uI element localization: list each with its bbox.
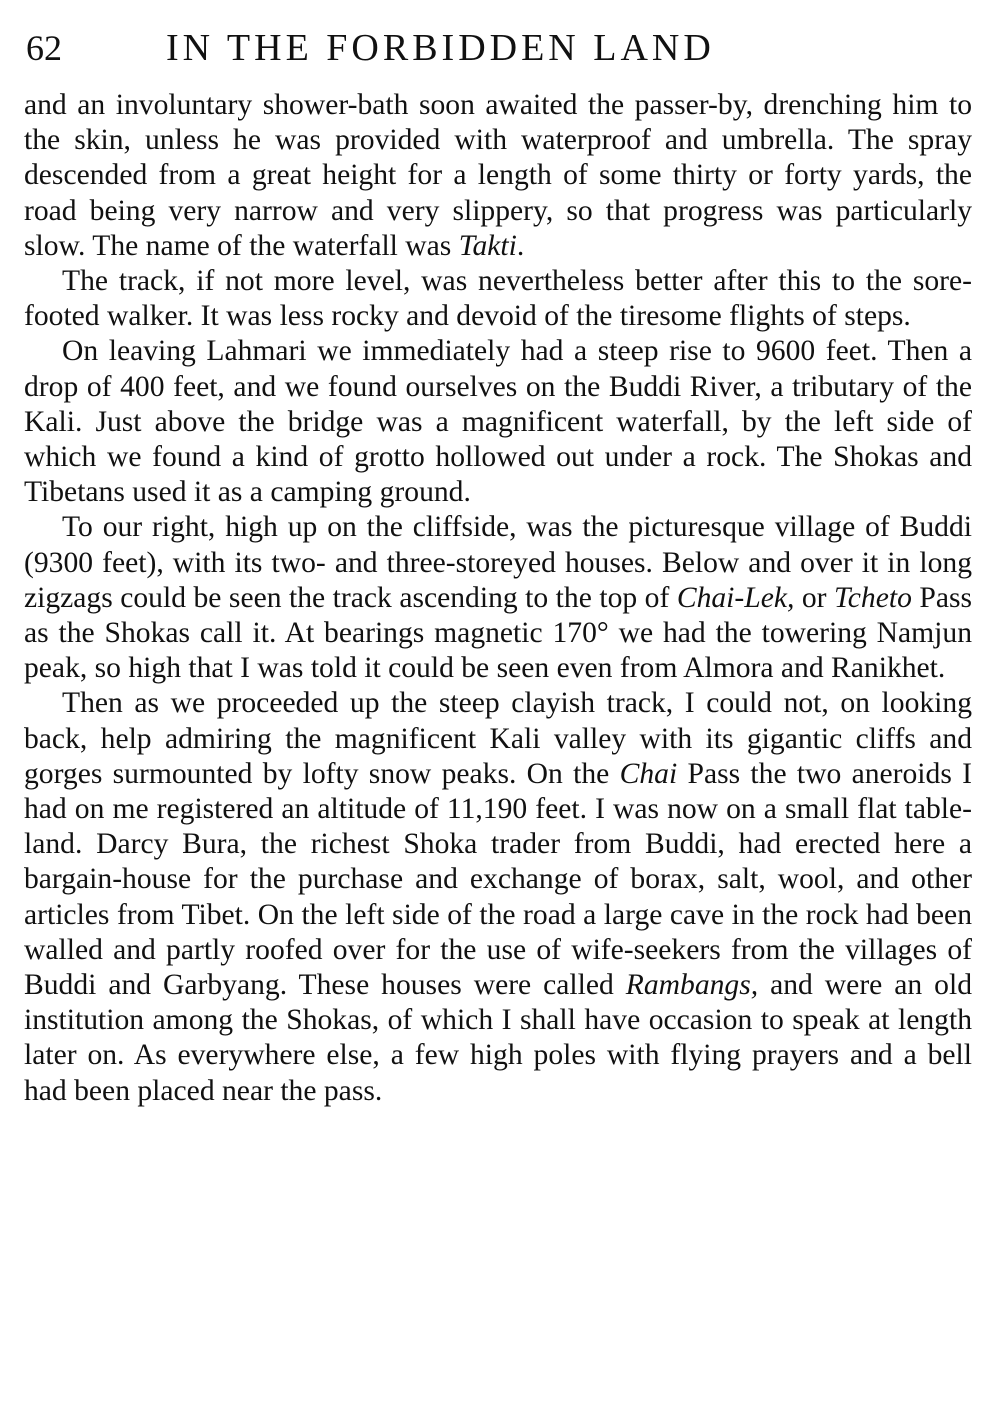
paragraph-text: and were an old institution among the Shokas, of which I shall have occasion to speak at length later on. As everywhere else, a few high poles with flying prayers and a bell had been placed near the pass. <box>24 969 972 1107</box>
italic-place-name: Tcheto <box>834 581 912 614</box>
paragraph <box>24 686 972 1108</box>
page-body <box>24 88 972 1109</box>
page-header <box>26 26 976 74</box>
paragraph <box>24 88 972 264</box>
paragraph-text: The track, if not more level, was nevertheless better after this to the sore-footed walker. It was less rocky and devoid of the tiresome flights of steps. <box>24 265 972 333</box>
paragraph <box>24 334 972 510</box>
paragraph-text: On leaving Lahmari we immediately had a steep rise to 9600 feet. Then a drop of 400 feet, and we found ourselves on the Buddi River, a tributary of the Kali. Just above the bridge was a magnificent waterfall, by the left side of which we found a kind of grotto hollowed out under a rock. The Shokas and Tibetans used it as a camping ground. <box>24 335 972 509</box>
paragraph-text: or <box>794 581 835 614</box>
paragraph-text: . <box>516 229 525 262</box>
paragraph-text: Then as we proceeded up the steep clayish track, I could not, on looking back, help admiring the magnificent Kali valley with its gigantic cliffs and gorges surmounted by lofty snow peaks. On the <box>24 687 972 790</box>
italic-place-name: Chai <box>619 757 678 790</box>
paragraph-text: Pass the two aneroids I had on me registered an altitude of 11,190 feet. I was now on a small flat table-land. Darcy Bura, the richest Shoka trader from Buddi, had erected here a bargain-house for the purchase and exchange of borax, salt, wool, and other articles from Tibet. On the left side of the road a large cave in the rock had been walled and partly roofed over for the use of wife-seekers from the villages of Buddi and Garbyang. These houses were called <box>24 757 972 1002</box>
running-title: IN THE FORBIDDEN LAND <box>166 27 715 69</box>
paragraph <box>24 510 972 686</box>
paragraph-text: Pass as the Shokas call it. At bearings magnetic 170° we had the towering Namjun peak, so high that I was told it could be seen even from Almora and Ranikhet. <box>24 581 973 685</box>
italic-place-name: Takti <box>458 229 517 262</box>
page-number: 62 <box>26 28 62 68</box>
italic-term: Rambangs, <box>625 969 759 1002</box>
paragraph-text: To our right, high up on the cliffside, was the picturesque village of Buddi (9300 feet), with its two- and three-storeyed houses. Below and over it in long zigzags could be seen the track ascending to the top of <box>24 511 972 614</box>
paragraph <box>24 264 972 334</box>
paragraph-text: and an involuntary shower-bath soon awaited the passer-by, drenching him to the skin, unless he was provided with waterproof and umbrella. The spray descended from a great height for a length of some thirty or forty yards, the road being very narrow and very slippery, so that progress was particularly slow. The name of the waterfall was <box>24 89 972 262</box>
italic-place-name: Chai-Lek, <box>676 581 795 614</box>
